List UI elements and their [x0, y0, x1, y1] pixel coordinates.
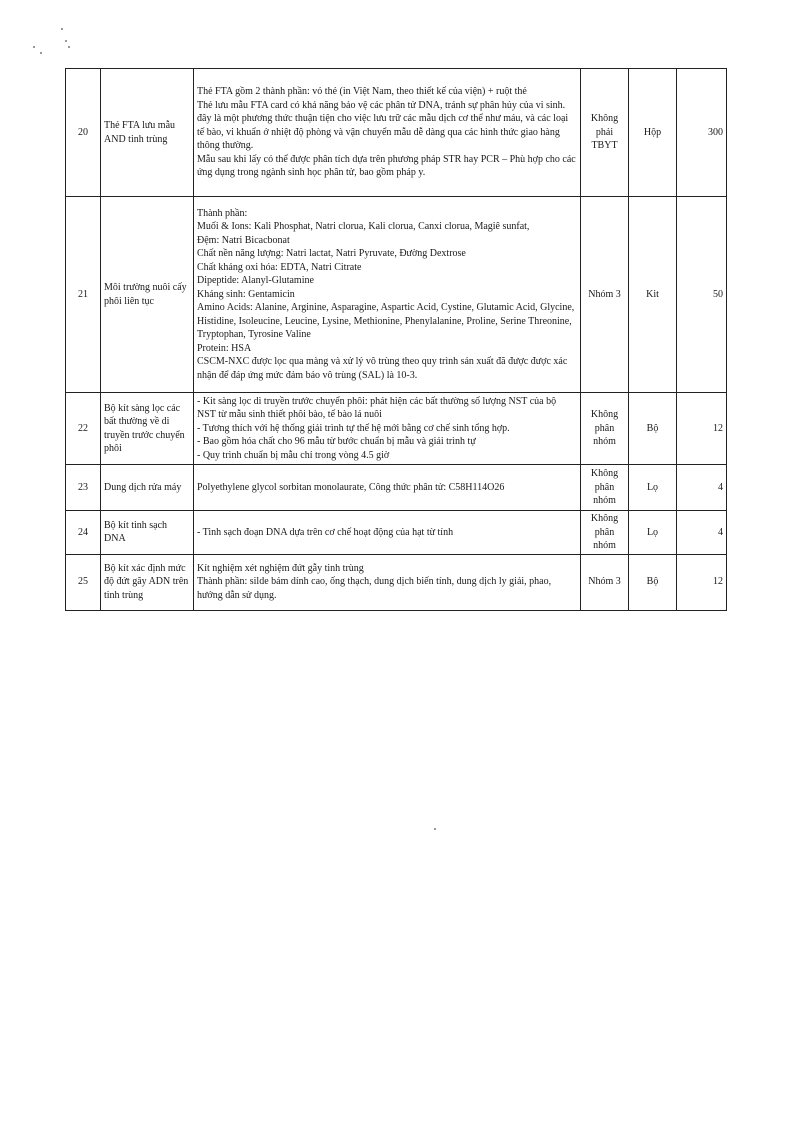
item-unit: Hộp: [629, 69, 677, 197]
table-row: [66, 511, 727, 555]
item-group: Không phân nhóm: [581, 511, 629, 555]
spec-line: Đệm: Natri Bicacbonat: [197, 234, 290, 246]
item-group: Không phân nhóm: [581, 393, 629, 465]
item-specification: [194, 393, 581, 465]
row-number: 20: [66, 69, 101, 197]
spec-line: Chất nền năng lượng: Natri lactat, Natri Pyruvate, Đường Dextrose: [197, 248, 466, 260]
item-quantity: 12: [677, 554, 727, 610]
spec-line: Amino Acids: Alanine, Arginine, Asparagine, Aspartic Acid, Cystine, Glutamic Acid, Glycine, Histidine, Isoleucine, Leucine, Lysine, Methionine, Phenylalanine, Proline, Serine Threonine, Tryptophan, Tyrosine Valine: [197, 302, 575, 341]
spec-line: Thẻ FTA gồm 2 thành phần: vỏ thẻ (in Việt Nam, theo thiết kế của viện) + ruột thẻ: [197, 86, 527, 98]
item-specification: [194, 69, 581, 197]
item-group: Nhóm 3: [581, 197, 629, 393]
item-quantity: 4: [677, 465, 727, 511]
item-group: Nhóm 3: [581, 554, 629, 610]
spec-line: Thành phần:: [197, 207, 248, 219]
spec-line: Polyethylene glycol sorbitan monolaurate, Công thức phân tử: C58H114O26: [197, 481, 505, 493]
item-name: Dung dịch rửa máy: [101, 465, 194, 511]
item-name: Môi trường nuôi cấy phôi liên tục: [101, 197, 194, 393]
table-row: [66, 393, 727, 465]
row-number: 25: [66, 554, 101, 610]
item-specification: [194, 465, 581, 511]
row-number: 22: [66, 393, 101, 465]
spec-line: - Tương thích với hệ thống giải trình tự thế hệ mới bằng cơ chế sinh tổng hợp.: [197, 422, 510, 434]
item-name: Bộ kít sàng lọc các bất thường về di truyền trước chuyển phôi: [101, 393, 194, 465]
spec-line: CSCM-NXC được lọc qua màng và xử lý vô trùng theo quy trình sản xuất đã được được xác nhận để đáp ứng mức đảm bảo vô trùng (SAL) là 10-3.: [197, 356, 568, 381]
item-name: Bộ kít xác định mức độ đứt gãy ADN trên tinh trùng: [101, 554, 194, 610]
item-group: Không phải TBYT: [581, 69, 629, 197]
spec-line: Muối & Ions: Kali Phosphat, Natri clorua, Kali clorua, Canxi clorua, Magiê sunfat,: [197, 221, 530, 233]
item-quantity: 12: [677, 393, 727, 465]
item-unit: Bộ: [629, 393, 677, 465]
item-quantity: 300: [677, 69, 727, 197]
spec-line: Thành phần: silde bám dính cao, ống thạch, dung dịch biến tính, dung dịch ly giải, phao, hướng dẫn sử dụng.: [197, 576, 552, 601]
table-row: [66, 197, 727, 393]
spec-line: - Bao gồm hóa chất cho 96 mẫu từ bước chuẩn bị mẫu và giải trình tự: [197, 436, 476, 448]
item-specification: [194, 197, 581, 393]
spec-line: - Quy trình chuẩn bị mẫu chỉ trong vòng 4.5 giờ: [197, 449, 390, 461]
row-number: 23: [66, 465, 101, 511]
spec-line: Mẫu sau khi lấy có thể được phân tích dựa trên phương pháp STR hay PCR – Phù hợp cho các ứng dụng trong ngành sinh học phân tử, bao gồm pháp y.: [197, 153, 576, 179]
table-row: [66, 69, 727, 197]
item-quantity: 50: [677, 197, 727, 393]
row-number: 21: [66, 197, 101, 393]
item-quantity: 4: [677, 511, 727, 555]
spec-line: Kít nghiệm xét nghiệm đứt gẫy tinh trùng: [197, 562, 364, 574]
table-row: [66, 465, 727, 511]
spec-line: - Kit sàng lọc di truyền trước chuyển phôi: phát hiện các bất thường số lượng NST của bộ NST từ mẫu sinh thiết phôi bào, tế bào lá nuôi: [197, 395, 557, 421]
item-name: Thẻ FTA lưu mẫu AND tinh trùng: [101, 69, 194, 197]
spec-line: Chất kháng oxi hóa: EDTA, Natri Citrate: [197, 261, 362, 273]
item-specification: [194, 554, 581, 610]
spec-line: Dipeptide: Alanyl-Glutamine: [197, 275, 314, 287]
item-unit: Lọ: [629, 511, 677, 555]
row-number: 24: [66, 511, 101, 555]
spec-line: - Tinh sạch đoạn DNA dựa trên cơ chế hoạt động của hạt từ tính: [197, 526, 454, 538]
spec-line: Kháng sinh: Gentamicin: [197, 288, 295, 300]
item-group: Không phân nhóm: [581, 465, 629, 511]
spec-line: Protein: HSA: [197, 342, 252, 354]
table-row: [66, 554, 727, 610]
item-unit: Kit: [629, 197, 677, 393]
spec-line: Thẻ lưu mẫu FTA card có khả năng bảo vệ các phân tử DNA, tránh sự phân hủy của vi sinh. đây là một phương thức thuận tiện cho việc lưu trữ các mẫu dịch cơ thể như máu, và các loại tế bào, vi khuẩn ở nhiệt độ phòng và vận chuyển mẫu dễ dàng qua các hình thức giao hàng thông thường.: [197, 99, 569, 152]
specification-table: [65, 68, 727, 611]
item-unit: Bộ: [629, 554, 677, 610]
item-name: Bộ kít tinh sạch DNA: [101, 511, 194, 555]
item-unit: Lọ: [629, 465, 677, 511]
item-specification: [194, 511, 581, 555]
